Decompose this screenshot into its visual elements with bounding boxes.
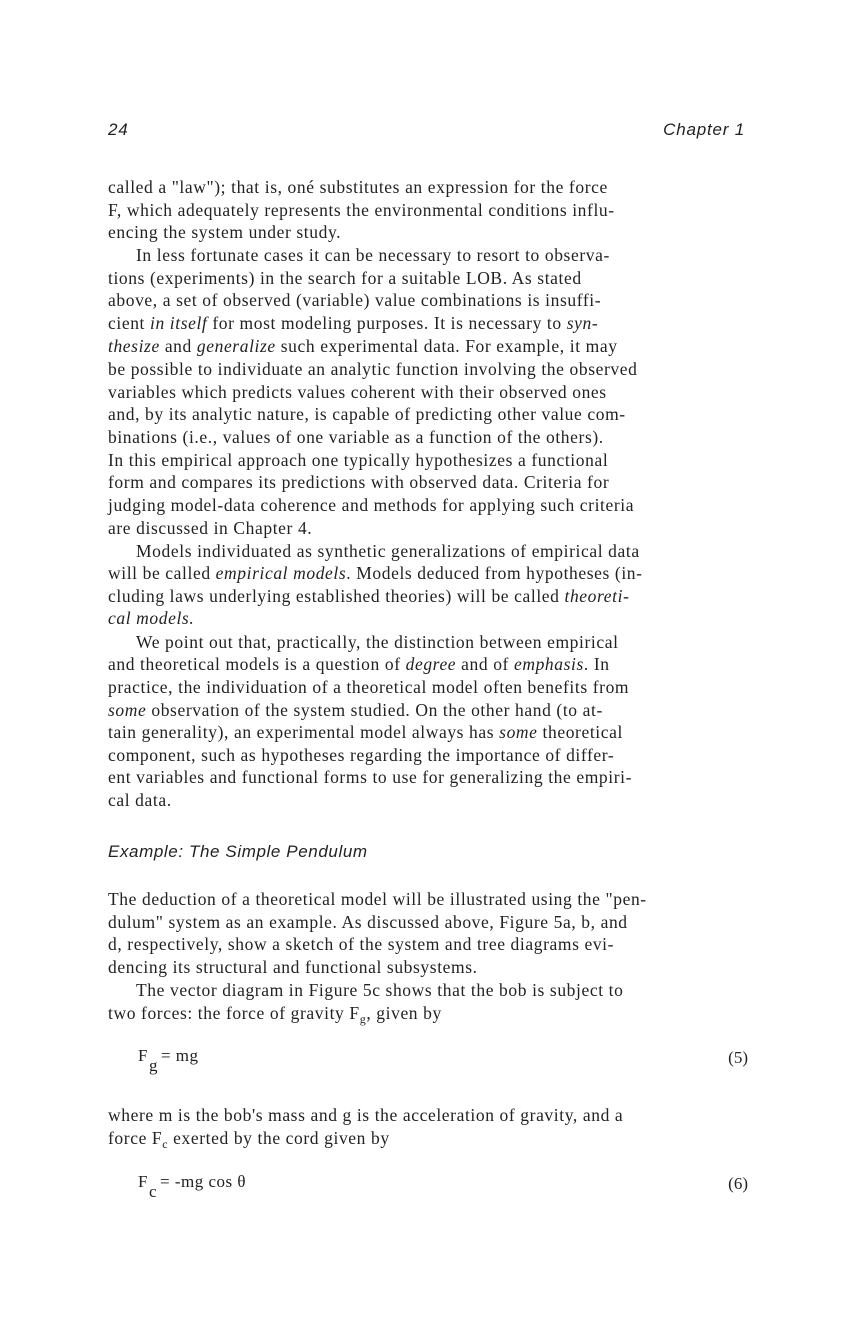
paragraph-1-line-2: F, which adequately represents the environmental conditions influ- <box>108 200 615 220</box>
equation-5-number: (5) <box>728 1048 748 1067</box>
paragraph-4-line-3: practice, the individuation of a theoretical model often benefits from <box>108 677 630 697</box>
text-run: for most modeling purposes. It is necessary to <box>207 313 567 333</box>
text-run: and <box>159 336 197 356</box>
paragraph-4-line-1: We point out that, practically, the distinction between empirical <box>136 632 619 652</box>
text-run: and theoretical models is a question of <box>108 654 406 674</box>
paragraph-1-line-3: encing the system under study. <box>108 222 342 242</box>
equation-5 <box>138 1046 199 1075</box>
text-run: cluding laws underlying established theories) will be called <box>108 586 565 606</box>
equation-subscript: g <box>148 1056 158 1075</box>
paragraph-2-line-9: binations (i.e., values of one variable as a function of the others). <box>108 427 604 447</box>
emphasis-text: syn- <box>566 313 599 333</box>
paragraph-7-line-1: where m is the bob's mass and g is the acceleration of gravity, and a <box>108 1105 624 1125</box>
paragraph-2-line-7: variables which predicts values coherent with their observed ones <box>108 382 607 402</box>
paragraph-2-line-13: are discussed in Chapter 4. <box>108 518 313 538</box>
text-run: tain generality), an experimental model always has <box>108 722 500 742</box>
paragraph-1-line-1: called a "law"); that is, oné substitutes an expression for the force <box>108 177 608 197</box>
equation-6-number: (6) <box>728 1174 748 1193</box>
text-run: . In <box>583 654 610 674</box>
paragraph-4-line-7: ent variables and functional forms to use for generalizing the empiri- <box>108 767 633 787</box>
paragraph-3-line-4: cal models. <box>108 608 195 628</box>
paragraph-3-line-3 <box>108 585 748 607</box>
text-run: , given by <box>366 1003 442 1023</box>
equation-symbol: F <box>138 1046 148 1065</box>
paragraph-5-line-1: The deduction of a theoretical model will be illustrated using the "pen- <box>108 889 647 909</box>
text-run: force F <box>108 1128 163 1148</box>
paragraph-5-line-2: dulum" system as an example. As discussed above, Figure 5a, b, and <box>108 912 628 932</box>
subscript: g <box>359 1012 367 1026</box>
text-run: and of <box>456 654 514 674</box>
equation-subscript: c <box>148 1182 158 1201</box>
paragraph-6-line-2 <box>108 1002 748 1026</box>
emphasis-text: empirical models <box>215 563 347 583</box>
paragraph-4-line-2 <box>108 653 748 675</box>
paragraph-4-line-8: cal data. <box>108 790 172 810</box>
paragraph-5-line-3: d, respectively, show a sketch of the system and tree diagrams evi- <box>108 934 615 954</box>
paragraph-2-line-4 <box>108 312 748 334</box>
emphasis-text: thesize <box>108 336 160 356</box>
paragraph-7-line-2 <box>108 1127 748 1151</box>
paragraph-4-line-4 <box>108 699 748 721</box>
emphasis-text: some <box>108 700 147 720</box>
equation-rhs: = -mg cos θ <box>160 1172 247 1191</box>
text-run: such experimental data. For example, it may <box>275 336 618 356</box>
text-run: will be called <box>108 563 216 583</box>
page-number: 24 <box>108 120 129 139</box>
paragraph-2-line-12: judging model-data coherence and methods for applying such criteria <box>108 495 635 515</box>
text-run: . Models deduced from hypotheses (in- <box>346 563 643 583</box>
emphasis-text: degree <box>405 654 457 674</box>
emphasis-text: generalize <box>196 336 276 356</box>
equation-rhs: = mg <box>160 1046 199 1065</box>
paragraph-2-line-10: In this empirical approach one typically hypothesizes a functional <box>108 450 609 470</box>
text-run: two forces: the force of gravity F <box>108 1003 360 1023</box>
emphasis-text: some <box>499 722 538 742</box>
paragraph-2-line-6: be possible to individuate an analytic function involving the observed <box>108 359 638 379</box>
text-run: theoretical <box>537 722 623 742</box>
text-run: cient <box>108 313 150 333</box>
section-heading: Example: The Simple Pendulum <box>108 842 368 861</box>
emphasis-text: theoreti- <box>564 586 630 606</box>
paragraph-2-line-1: In less fortunate cases it can be necessary to resort to observa- <box>136 245 610 265</box>
paragraph-2-line-11: form and compares its predictions with observed data. Criteria for <box>108 472 610 492</box>
equation-symbol: F <box>138 1172 148 1191</box>
paragraph-2-line-3: above, a set of observed (variable) value combinations is insuffi- <box>108 290 602 310</box>
paragraph-5-line-4: dencing its structural and functional subsystems. <box>108 957 478 977</box>
emphasis-text: emphasis <box>513 654 584 674</box>
paragraph-2-line-8: and, by its analytic nature, is capable of predicting other value com- <box>108 404 626 424</box>
text-run: observation of the system studied. On the other hand (to at- <box>146 700 603 720</box>
paragraph-4-line-6: component, such as hypotheses regarding the importance of differ- <box>108 745 615 765</box>
paragraph-2-line-5 <box>108 335 748 357</box>
chapter-header: Chapter 1 <box>663 120 745 139</box>
paragraph-3-line-2 <box>108 562 748 584</box>
emphasis-text: in itself <box>149 313 208 333</box>
equation-6 <box>138 1172 247 1201</box>
subscript: c <box>162 1137 169 1151</box>
paragraph-6-line-1: The vector diagram in Figure 5c shows that the bob is subject to <box>136 980 624 1000</box>
paragraph-3-line-1: Models individuated as synthetic generalizations of empirical data <box>136 541 640 561</box>
paragraph-4-line-5 <box>108 721 748 743</box>
paragraph-2-line-2: tions (experiments) in the search for a suitable LOB. As stated <box>108 268 582 288</box>
text-run: exerted by the cord given by <box>168 1128 390 1148</box>
